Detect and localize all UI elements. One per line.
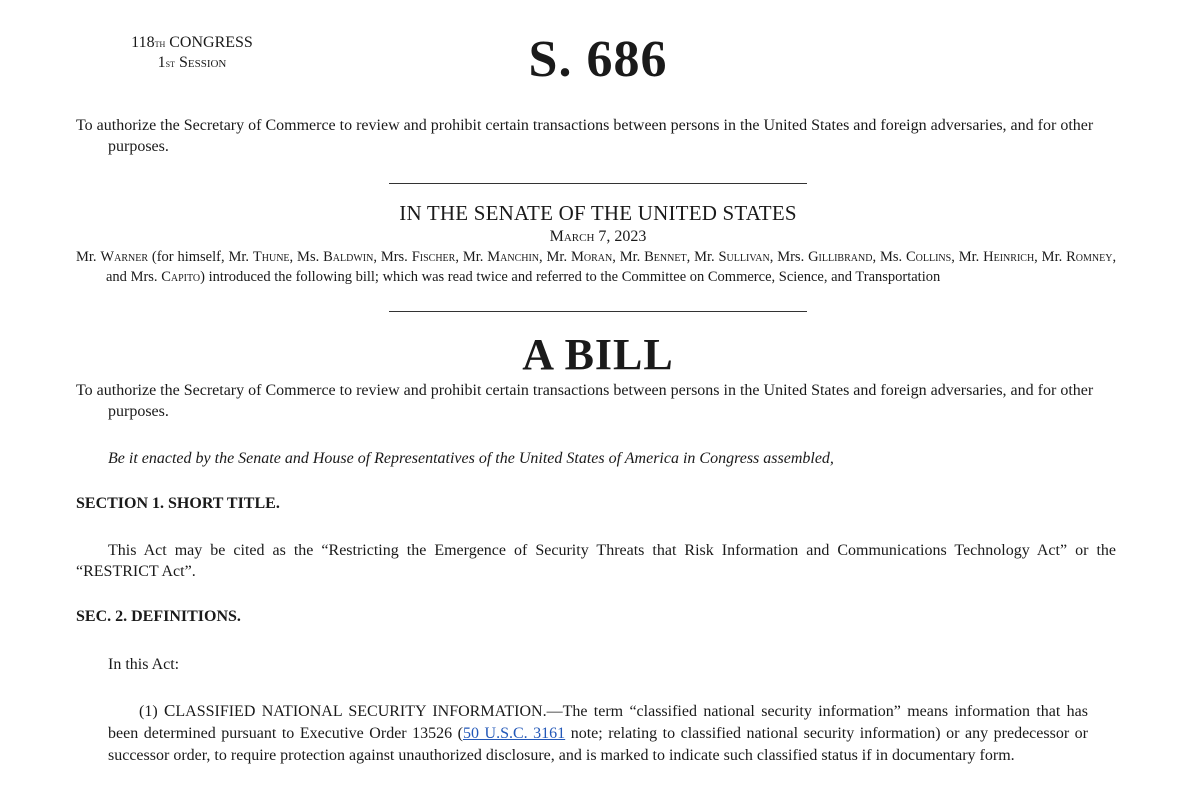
session-number: 1 bbox=[157, 54, 166, 71]
sponsor-title: Mr. bbox=[619, 249, 645, 265]
sponsor-title: Mr. bbox=[1041, 249, 1067, 265]
section-1-title: SECTION 1. SHORT TITLE. bbox=[76, 495, 280, 512]
congress-session-block bbox=[92, 33, 292, 73]
definition-dash: .— bbox=[542, 703, 563, 720]
sponsor-separator: , bbox=[951, 249, 959, 265]
sponsor-separator: , bbox=[455, 249, 463, 265]
sponsor-name: Fischer bbox=[411, 249, 456, 265]
usc-citation-link[interactable]: 50 U.S.C. 3161 bbox=[463, 725, 566, 742]
enacting-clause: Be it enacted by the Senate and House of Representatives of the United States of America in Congress assembled, bbox=[108, 450, 834, 467]
referral-text: introduced the following bill; which was read twice and referred to the Committee on Commerce, Science, and Transportation bbox=[204, 269, 941, 285]
sponsor-name: Warner bbox=[100, 249, 148, 265]
sponsor-separator: , bbox=[373, 249, 381, 265]
sponsor-name: Bennet bbox=[644, 249, 687, 265]
sponsors-paragraph bbox=[76, 247, 1116, 287]
sponsor bbox=[880, 249, 959, 265]
sponsor-name: Moran bbox=[570, 249, 613, 265]
sponsor bbox=[463, 249, 547, 265]
congress-number: 118 bbox=[131, 34, 155, 51]
sponsor-separator: , bbox=[289, 249, 298, 265]
sponsor-separator: ) bbox=[200, 269, 205, 285]
sponsor-title: Mr. bbox=[462, 249, 488, 265]
date-rest: 7, 2023 bbox=[594, 228, 647, 245]
sponsor-separator: , bbox=[539, 249, 547, 265]
section-2-intro: In this Act: bbox=[108, 656, 180, 673]
sponsor-title: Mr. bbox=[76, 249, 101, 265]
sponsor-name: Sullivan bbox=[718, 249, 770, 265]
session-word: Session bbox=[178, 54, 227, 71]
congress-word: CONGRESS bbox=[169, 34, 253, 51]
sponsor-name: Heinrich bbox=[983, 249, 1035, 265]
sponsor bbox=[297, 249, 381, 265]
definition-text-1: The term “classified national security information” means information that has been determined pursuant to Executive Order 13526 ( bbox=[108, 703, 1089, 742]
sponsor-name: Baldwin bbox=[323, 249, 374, 265]
sponsor-title: Mr. bbox=[228, 249, 253, 265]
sponsor-title: Mr. bbox=[958, 249, 984, 265]
sponsor-name: Capito bbox=[161, 269, 201, 285]
sponsor-separator: , bbox=[872, 249, 880, 265]
senate-heading: IN THE SENATE OF THE UNITED STATES bbox=[399, 201, 797, 225]
sponsor bbox=[959, 249, 1042, 265]
definition-1 bbox=[108, 700, 1088, 767]
sponsor-name: Collins bbox=[905, 249, 952, 265]
sponsor bbox=[228, 249, 297, 265]
purpose-statement: To authorize the Secretary of Commerce to review and prohibit certain transactions between persons in the United States and foreign adversaries, and for other purposes. bbox=[76, 117, 1094, 155]
sponsor-title: Mrs. bbox=[130, 269, 162, 285]
divider-top bbox=[389, 183, 807, 184]
definition-text-2: note; relating to classified national security information) or any predecessor or successor order, to require protection against unauthorized disclosure, and is marked to indicate such classified status if in documentary form. bbox=[108, 725, 1089, 764]
sponsor-title: Mrs. bbox=[380, 249, 412, 265]
session-suffix: st bbox=[165, 56, 175, 70]
sponsor-separator: , bbox=[1034, 249, 1042, 265]
date-month: March bbox=[549, 228, 595, 245]
session-line bbox=[92, 53, 292, 73]
sponsor bbox=[620, 249, 694, 265]
bill-purpose: To authorize the Secretary of Commerce to review and prohibit certain transactions between persons in the United States and foreign adversaries, and for other purposes. bbox=[76, 382, 1094, 420]
sponsor bbox=[547, 249, 620, 265]
sponsor-title: Ms. bbox=[879, 249, 906, 265]
congress-suffix: th bbox=[154, 36, 166, 50]
sponsor bbox=[694, 249, 777, 265]
congress-line bbox=[92, 33, 292, 53]
sponsor-separator: , bbox=[612, 249, 620, 265]
sponsor-separator: , bbox=[769, 249, 778, 265]
introduction-date bbox=[300, 227, 896, 247]
sponsor-separator: , bbox=[686, 249, 695, 265]
sponsor-separator: , and bbox=[106, 249, 1117, 285]
section-2-title: SEC. 2. DEFINITIONS. bbox=[76, 608, 241, 625]
sponsor-separator: (for himself, bbox=[148, 249, 229, 265]
definition-number: (1) bbox=[139, 703, 165, 720]
sponsor-name: Manchin bbox=[487, 249, 540, 265]
sponsor-name: Romney bbox=[1066, 249, 1113, 265]
sponsor bbox=[777, 249, 880, 265]
a-bill-heading: A BILL bbox=[522, 330, 674, 379]
sponsor bbox=[76, 249, 228, 265]
sponsor-name: Gillibrand bbox=[808, 249, 873, 265]
sponsor-title: Mr. bbox=[694, 249, 719, 265]
sponsor-title: Ms. bbox=[297, 249, 324, 265]
bill-number: S. 686 bbox=[528, 31, 668, 88]
sponsor-name: Thune bbox=[252, 249, 290, 265]
sponsor bbox=[131, 269, 205, 285]
sponsor-title: Mr. bbox=[546, 249, 571, 265]
sponsor-title: Mrs. bbox=[777, 249, 809, 265]
divider-bottom bbox=[389, 311, 807, 312]
definition-term-initial: C bbox=[164, 701, 176, 720]
sponsor bbox=[381, 249, 463, 265]
definition-term-rest: LASSIFIED NATIONAL SECURITY INFORMATION bbox=[175, 703, 543, 720]
section-1-text: This Act may be cited as the “Restricting the Emergence of Security Threats that Risk Information and Communications Technology Act” or the “RESTRICT Act”. bbox=[76, 542, 1116, 580]
